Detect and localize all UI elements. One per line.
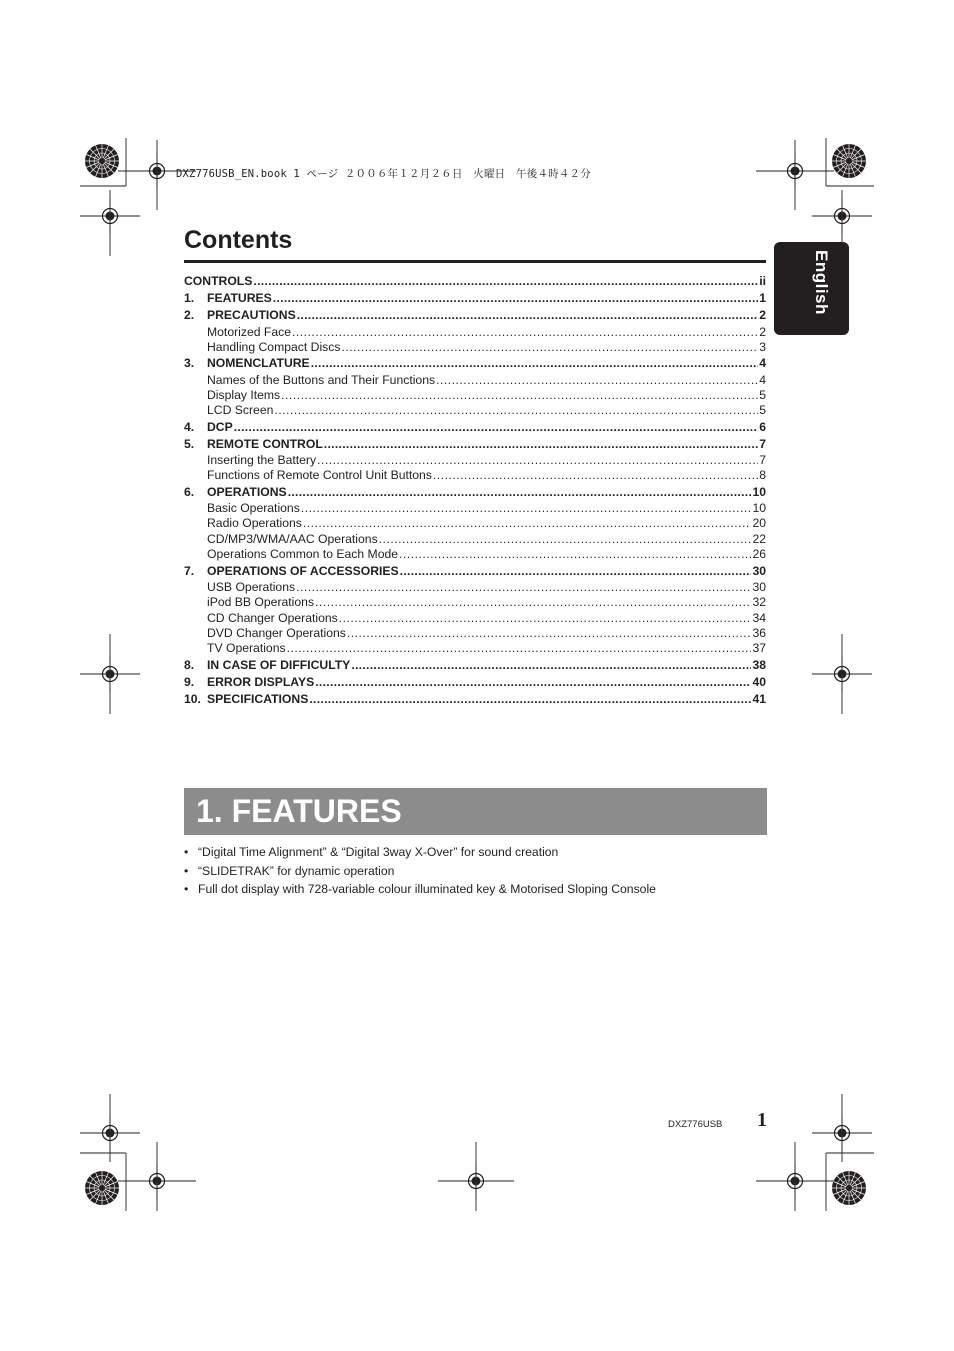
toc-entry-page: 2: [759, 324, 766, 339]
book-info-header: DXZ776USB_EN.book 1 ページ ２００６年１２月２６日 火曜日 午後４時４２分: [176, 168, 591, 180]
toc-entry-page: 1: [759, 291, 766, 306]
toc-entry-label: Radio Operations: [207, 516, 302, 531]
toc-entry-page: 36: [752, 625, 766, 640]
toc-entry[interactable]: [184, 419, 766, 436]
toc-entry[interactable]: [184, 290, 766, 307]
toc-entry-label: FEATURES: [207, 291, 272, 306]
features-list: [184, 843, 656, 899]
toc-entry-label: PRECAUTIONS: [207, 308, 296, 323]
toc-dot-leader: [301, 501, 752, 516]
toc-entry[interactable]: [184, 453, 766, 468]
toc-entry-page: 7: [759, 453, 766, 468]
toc-dot-leader: [341, 340, 758, 355]
toc-entry-page: 10: [752, 501, 766, 516]
toc-entry[interactable]: [184, 388, 766, 403]
toc-entry[interactable]: [184, 340, 766, 355]
toc-entry-label: IN CASE OF DIFFICULTY: [207, 657, 351, 672]
list-item: [184, 880, 656, 899]
toc-entry[interactable]: [184, 355, 766, 372]
toc-entry-label: OPERATIONS: [207, 484, 287, 499]
toc-entry-label: CD Changer Operations: [207, 610, 338, 625]
toc-entry-number: 7.: [184, 563, 195, 578]
toc-entry-label: CONTROLS: [184, 274, 253, 288]
toc-entry[interactable]: [184, 626, 766, 641]
toc-entry-page: 34: [752, 610, 766, 625]
toc-entry[interactable]: [184, 691, 766, 708]
toc-entry-label: iPod BB Operations: [207, 595, 315, 610]
toc-dot-leader: [281, 388, 758, 403]
toc-entry[interactable]: [184, 547, 766, 562]
toc-entry-page: 30: [752, 563, 766, 578]
toc-entry-page: 7: [759, 436, 766, 451]
toc-entry[interactable]: [184, 373, 766, 388]
toc-entry-number: 3.: [184, 356, 195, 371]
list-item-text: “Digital Time Alignment” & “Digital 3way X-Over” for sound creation: [198, 845, 559, 859]
list-item-text: “SLIDETRAK” for dynamic operation: [198, 863, 395, 878]
toc-entry-label: OPERATIONS OF ACCESSORIES: [207, 563, 399, 578]
toc-entry-label: CD/MP3/WMA/AAC Operations: [207, 531, 378, 546]
toc-dot-leader: [315, 595, 751, 610]
toc-entry[interactable]: [184, 595, 766, 610]
page-number: 1: [757, 1109, 767, 1131]
toc-dot-leader: [273, 290, 758, 307]
footer-model: DXZ776USB: [668, 1119, 723, 1130]
toc-entry-number: 8.: [184, 657, 195, 672]
toc-entry-page: 10: [752, 484, 766, 499]
toc-entry-label: Functions of Remote Control Unit Buttons: [207, 468, 432, 483]
toc-entry-page: 26: [752, 547, 766, 562]
toc-entry[interactable]: [184, 484, 766, 501]
toc-dot-leader: [288, 484, 752, 501]
toc-entry-label: DCP: [207, 419, 233, 434]
toc-entry[interactable]: [184, 436, 766, 453]
toc-entry-page: 38: [752, 657, 766, 672]
toc-entry-label: REMOTE CONTROL: [207, 436, 323, 451]
toc-entry-label: Names of the Buttons and Their Functions: [207, 372, 436, 387]
bullet-icon: •: [184, 845, 189, 859]
toc-entry-label: LCD Screen: [207, 403, 274, 418]
toc-dot-leader: [324, 436, 758, 453]
page-title: Contents: [184, 226, 293, 254]
toc-entry[interactable]: [184, 657, 766, 674]
toc-dot-leader: [339, 611, 752, 626]
bullet-icon: •: [184, 863, 189, 878]
toc-dot-leader: [399, 547, 751, 562]
toc-entry[interactable]: [184, 468, 766, 483]
list-item: [184, 843, 656, 862]
toc-entry[interactable]: [184, 307, 766, 324]
toc-entry-page: 32: [752, 595, 766, 610]
bullet-icon: •: [184, 882, 189, 897]
toc-dot-leader: [303, 516, 752, 531]
toc-entry-page: 5: [759, 403, 766, 418]
toc-entry-number: 5.: [184, 436, 195, 451]
toc-dot-leader: [315, 674, 751, 691]
toc-entry[interactable]: [184, 403, 766, 418]
toc-entry-label: USB Operations: [207, 579, 296, 594]
toc-entry-number: 1.: [184, 291, 195, 306]
language-tab: [774, 242, 849, 335]
toc-dot-leader: [309, 691, 751, 708]
toc-entry-label: Display Items: [207, 387, 281, 402]
toc-entry-page: 22: [752, 531, 766, 546]
toc-entry[interactable]: [184, 611, 766, 626]
list-item: [184, 862, 656, 881]
toc-entry-page: 2: [759, 308, 766, 323]
toc-entry[interactable]: [184, 674, 766, 691]
toc-entry-page: 6: [759, 419, 766, 434]
toc-dot-leader: [292, 325, 758, 340]
toc-entry[interactable]: [184, 273, 766, 290]
toc-entry-page: ii: [759, 274, 766, 288]
section-heading: 1. FEATURES: [196, 793, 402, 829]
toc-entry-page: 3: [759, 339, 766, 354]
toc-entry-label: SPECIFICATIONS: [207, 692, 309, 707]
toc-entry-label: Motorized Face: [207, 324, 291, 339]
toc-entry[interactable]: [184, 580, 766, 595]
toc-entry-page: 30: [752, 579, 766, 594]
title-underline: [184, 260, 766, 263]
toc-entry-label: DVD Changer Operations: [207, 625, 346, 640]
toc-entry-number: 6.: [184, 484, 195, 499]
toc-entry-number: 2.: [184, 308, 195, 323]
toc-dot-leader: [379, 532, 752, 547]
toc-entry-page: 20: [752, 516, 766, 531]
toc-entry-label: Operations Common to Each Mode: [207, 547, 399, 562]
toc-dot-leader: [297, 307, 759, 324]
toc-dot-leader: [400, 563, 752, 580]
toc-entry-page: 40: [752, 674, 766, 689]
toc-dot-leader: [274, 403, 758, 418]
toc-entry-label: Basic Operations: [207, 501, 300, 516]
toc-dot-leader: [287, 641, 752, 656]
toc-entry-page: 5: [759, 387, 766, 402]
toc-entry-number: 10.: [184, 692, 201, 707]
toc-entry-label: NOMENCLATURE: [207, 356, 310, 371]
toc-entry-page: 41: [752, 692, 766, 707]
toc-entry-number: 4.: [184, 419, 195, 434]
list-item-text: Full dot display with 728-variable colour illuminated key & Motorised Sloping Console: [198, 882, 656, 897]
toc-entry-label: ERROR DISPLAYS: [207, 674, 315, 689]
toc-dot-leader: [351, 657, 751, 674]
toc-entry[interactable]: [184, 532, 766, 547]
table-of-contents: [184, 273, 766, 708]
toc-dot-leader: [317, 453, 758, 468]
toc-dot-leader: [296, 580, 751, 595]
toc-dot-leader: [311, 355, 759, 372]
toc-entry-page: 4: [759, 372, 766, 387]
toc-dot-leader: [234, 419, 758, 436]
toc-entry[interactable]: [184, 563, 766, 580]
toc-entry-label: TV Operations: [207, 641, 286, 656]
toc-dot-leader: [253, 273, 758, 290]
toc-dot-leader: [433, 468, 758, 483]
toc-entry[interactable]: [184, 501, 766, 516]
toc-entry[interactable]: [184, 325, 766, 340]
toc-entry-page: 8: [759, 468, 766, 483]
toc-entry[interactable]: [184, 516, 766, 531]
toc-entry[interactable]: [184, 641, 766, 656]
toc-dot-leader: [436, 373, 758, 388]
toc-entry-number: 9.: [184, 674, 195, 689]
toc-entry-page: 4: [759, 356, 766, 371]
section-header-band: [184, 788, 767, 835]
language-tab-label: English: [812, 250, 831, 315]
toc-entry-page: 37: [752, 641, 766, 656]
toc-entry-label: Handling Compact Discs: [207, 339, 341, 354]
toc-dot-leader: [347, 626, 752, 641]
toc-entry-label: Inserting the Battery: [207, 453, 317, 468]
